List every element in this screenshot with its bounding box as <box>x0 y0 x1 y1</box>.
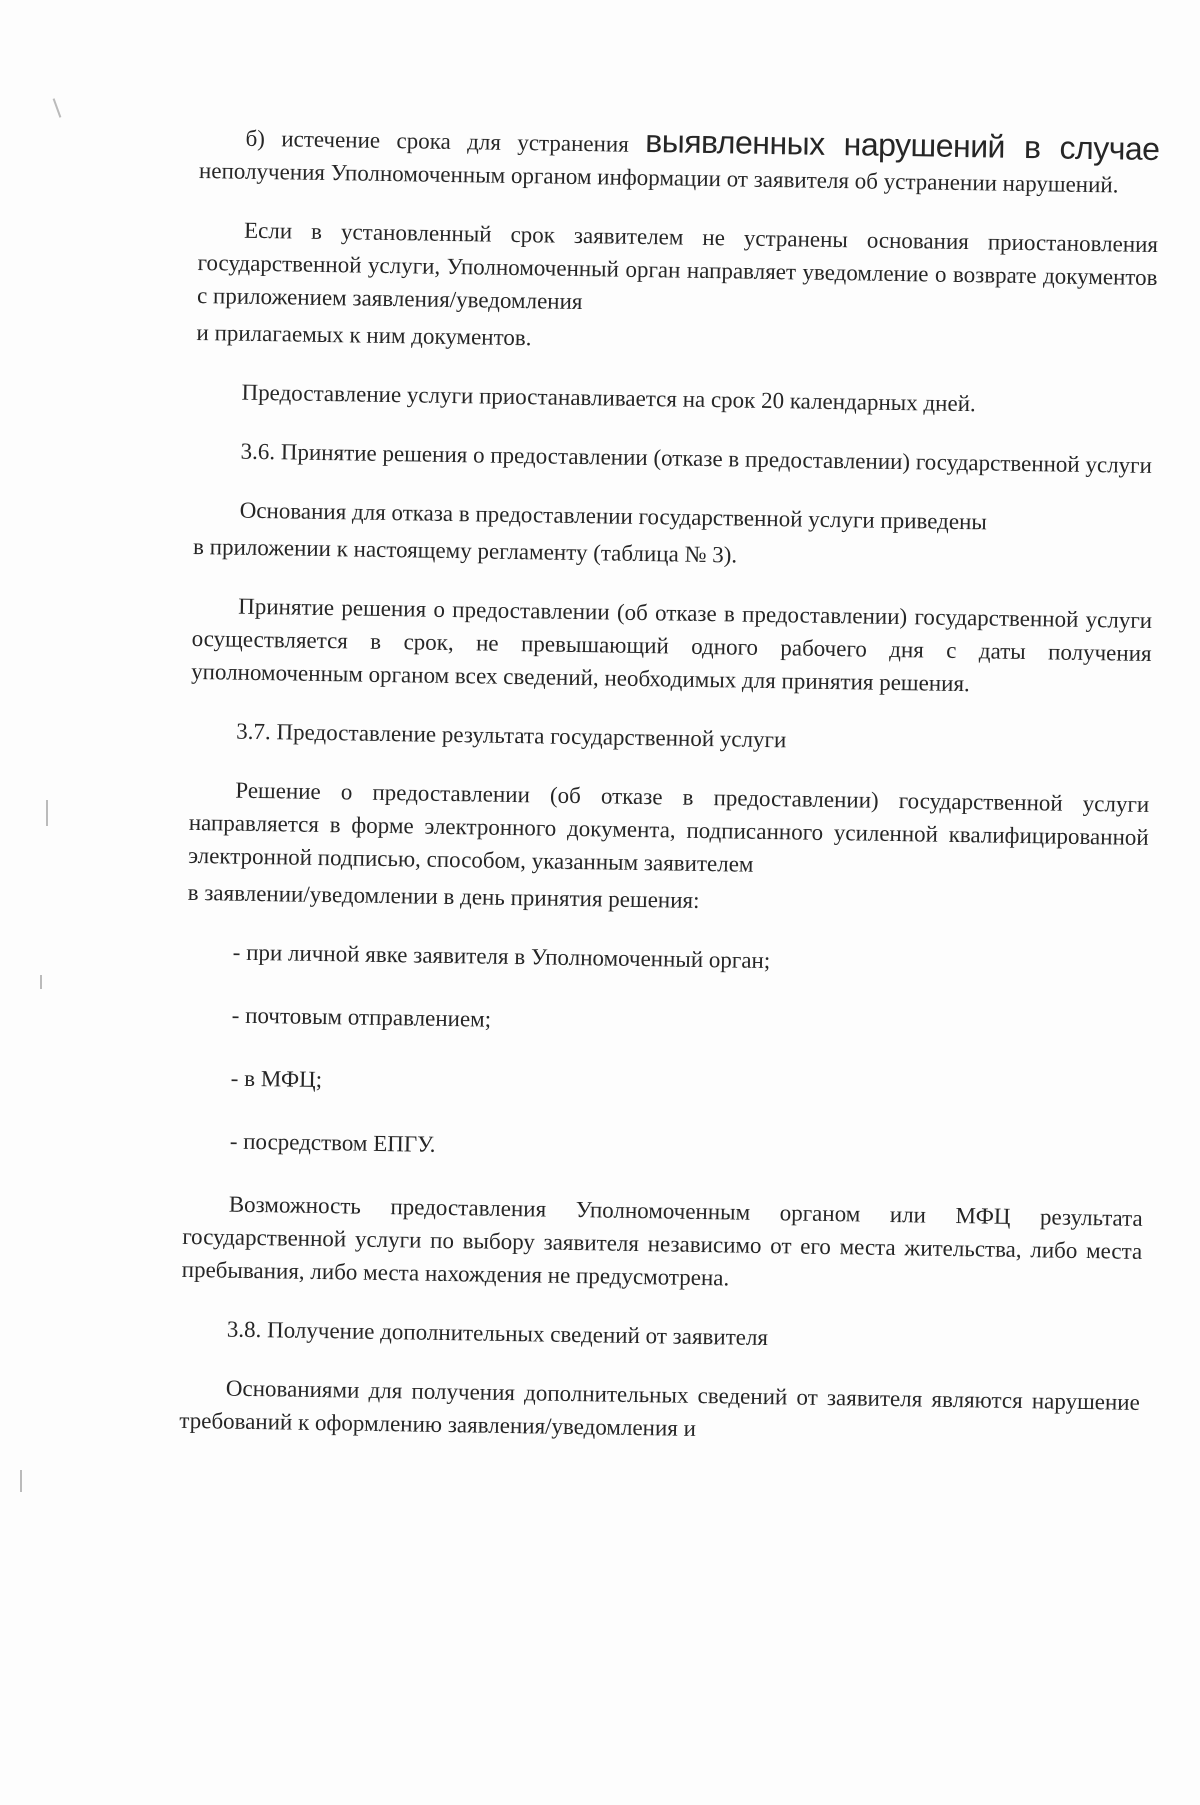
section-heading-3-8: 3.8. Получение дополнительных сведений от заявителя <box>226 1316 769 1351</box>
paragraph-suspension-term: Предоставление услуги приостанавливается на срок 20 календарных дней. <box>241 379 976 417</box>
paragraph-return-notice: Если в установленный срок заявителем не устранены основания приостановления государственной услуги, Уполномоченный орган направляет уведомление о возврате документов с приложением заявления/уведомления <box>196 217 1159 315</box>
paragraph-decision-delivery: Решение о предоставлении (об отказе в предоставлении) государственной услуги направляется в форме электронного документа, подписанного усиленной квалифицированной электронной подписью, способом, указанным заявителем <box>188 777 1150 877</box>
paragraph-decision-term: Принятие решения о предоставлении (об отказе в предоставлении) государственной услуги осуществляется в срок, не превышающий одного рабочего дня с даты получения уполномоченным органом всех сведений, необходимых для принятия решения. <box>190 593 1153 697</box>
paragraph-text: б) истечение срока для устранения <box>245 125 646 157</box>
paragraph-violation-deadline <box>199 118 1160 202</box>
paragraph-refusal-grounds: Основания для отказа в предоставлении государственной услуги приведены <box>239 497 988 535</box>
paragraph-text-enlarged: выявленных нарушений в случае <box>644 123 1160 168</box>
list-item-mfc: - в МФЦ; <box>230 1065 323 1093</box>
list-item-postal: - почтовым отправлением; <box>231 1002 492 1032</box>
paragraph-decision-delivery-continuation: в заявлении/уведомлении в день принятия решения: <box>187 879 700 913</box>
paragraph-return-notice-continuation: и прилагаемых к ним документов. <box>196 319 532 351</box>
list-item-personal-visit: - при личной явке заявителя в Уполномоченный орган; <box>232 939 771 974</box>
document-text-column <box>179 110 1160 1478</box>
section-heading-3-7: 3.7. Предоставление результата государственной услуги <box>236 718 787 753</box>
scan-artifact-mark <box>46 800 48 826</box>
paragraph-additional-info-grounds: Основаниями для получения дополнительных сведений от заявителя являются нарушение требований к оформлению заявления/уведомления и <box>179 1375 1141 1441</box>
paragraph-refusal-grounds-continuation: в приложении к настоящему регламенту (таблица № 3). <box>192 533 738 568</box>
scan-artifact-mark <box>20 1470 22 1492</box>
scan-artifact-mark <box>40 975 42 989</box>
scan-artifact-mark <box>53 98 62 117</box>
paragraph-text: неполучения Уполномоченным органом информации от заявителя об устранении нарушений. <box>198 157 1119 198</box>
section-heading-3-6: 3.6. Принятие решения о предоставлении (отказе в предоставлении) государственной услуги <box>240 438 1153 478</box>
paragraph-extraterritorial: Возможность предоставления Уполномоченным органом или МФЦ результата государственной услуги по выбору заявителя независимо от его места жительства, либо места пребывания, либо места нахождения не предусмотрена. <box>181 1191 1143 1291</box>
list-item-epgu: - посредством ЕПГУ. <box>229 1128 436 1157</box>
